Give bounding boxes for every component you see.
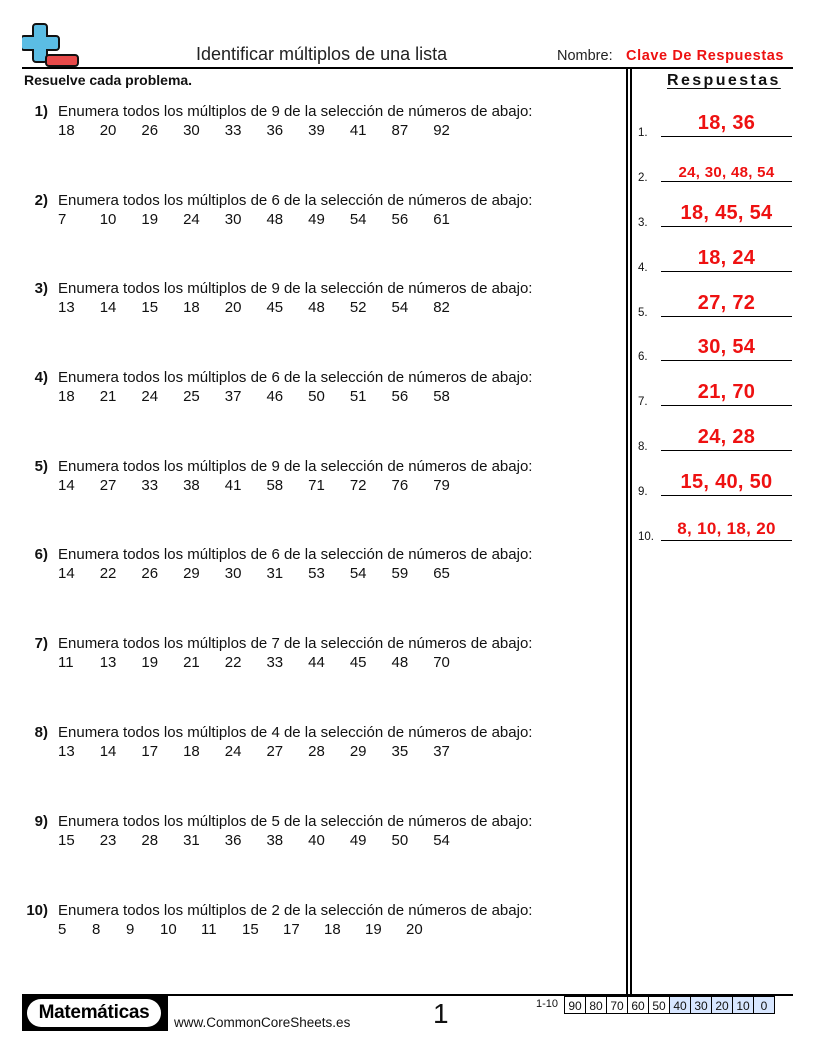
number: 9	[126, 921, 135, 938]
answer-index: 8.	[638, 441, 648, 453]
number: 37	[224, 388, 242, 405]
number: 7	[58, 211, 67, 228]
problem-question: Enumera todos los múltiplos de 6 de la selección de números de abajo:	[58, 546, 533, 563]
number: 48	[391, 654, 409, 671]
number: 18	[183, 743, 200, 760]
number: 14	[99, 299, 117, 316]
number: 54	[349, 211, 367, 228]
problem-question: Enumera todos los múltiplos de 5 de la selección de números de abajo:	[58, 813, 533, 830]
problem-number: 5)	[34, 458, 48, 475]
answer-value: 8, 10, 18, 20	[677, 519, 776, 538]
number: 18	[324, 921, 341, 938]
answer-row-5	[636, 279, 796, 319]
score-cell: 10	[733, 996, 754, 1014]
problem-10	[0, 902, 610, 962]
number: 25	[183, 388, 200, 405]
answer-value: 30, 54	[697, 336, 756, 358]
number: 24	[141, 388, 159, 405]
problem-8	[0, 724, 610, 784]
score-cell: 70	[607, 996, 628, 1014]
answer-line	[661, 271, 792, 273]
number: 5	[58, 921, 67, 938]
number: 14	[58, 477, 75, 494]
number: 26	[141, 565, 159, 582]
number: 87	[391, 122, 409, 139]
number: 30	[224, 211, 242, 228]
problem-question: Enumera todos los múltiplos de 2 de la selección de números de abajo:	[58, 902, 533, 919]
answer-row-1	[636, 99, 796, 139]
number: 52	[349, 299, 367, 316]
number: 53	[308, 565, 325, 582]
number: 54	[349, 565, 367, 582]
problem-4	[0, 369, 610, 429]
answer-value: 18, 24	[697, 247, 756, 269]
score-cell: 40	[670, 996, 691, 1014]
number: 24	[224, 743, 242, 760]
number: 41	[224, 477, 242, 494]
number: 71	[308, 477, 325, 494]
problem-question: Enumera todos los múltiplos de 4 de la selección de números de abajo:	[58, 724, 533, 741]
answer-line	[661, 316, 792, 318]
number: 49	[349, 832, 367, 849]
number: 14	[99, 743, 117, 760]
answer-index: 3.	[638, 217, 648, 229]
score-table	[564, 996, 775, 1014]
number: 27	[99, 477, 117, 494]
problem-3	[0, 280, 610, 340]
problem-question: Enumera todos los múltiplos de 7 de la selección de números de abajo:	[58, 635, 533, 652]
brand-label: Matemáticas	[27, 999, 161, 1027]
problem-question: Enumera todos los múltiplos de 9 de la selección de números de abajo:	[58, 458, 533, 475]
number: 51	[349, 388, 367, 405]
number: 20	[224, 299, 242, 316]
answers-title: Respuestas	[667, 72, 781, 89]
problem-number: 6)	[34, 546, 48, 563]
number-list	[58, 654, 475, 671]
number: 37	[433, 743, 450, 760]
number: 39	[308, 122, 325, 139]
number-list	[58, 122, 475, 139]
number: 38	[266, 832, 284, 849]
answer-value: 24, 30, 48, 54	[678, 164, 775, 181]
number: 19	[365, 921, 382, 938]
answer-index: 9.	[638, 486, 648, 498]
plus-minus-logo-icon	[22, 22, 80, 68]
number: 18	[183, 299, 200, 316]
instructions: Resuelve cada problema.	[24, 72, 193, 88]
number-list	[58, 388, 475, 405]
number: 18	[58, 388, 75, 405]
answer-index: 7.	[638, 396, 648, 408]
number: 33	[141, 477, 159, 494]
answer-row-2	[636, 144, 796, 184]
number: 21	[183, 654, 200, 671]
score-cell: 90	[565, 996, 586, 1014]
number: 18	[58, 122, 75, 139]
number: 15	[141, 299, 159, 316]
score-cell: 60	[628, 996, 649, 1014]
number: 8	[92, 921, 101, 938]
answer-line	[661, 360, 792, 362]
number-list	[58, 832, 475, 849]
number: 54	[433, 832, 450, 849]
number: 56	[391, 211, 409, 228]
number: 35	[391, 743, 409, 760]
number-list	[58, 565, 475, 582]
number: 70	[433, 654, 450, 671]
number: 76	[391, 477, 409, 494]
number: 41	[349, 122, 367, 139]
answer-index: 10.	[638, 531, 654, 543]
answer-row-8	[636, 413, 796, 453]
number: 33	[224, 122, 242, 139]
answer-value: 18, 45, 54	[680, 202, 773, 224]
answer-value: 24, 28	[697, 426, 756, 448]
answer-value: 18, 36	[697, 112, 756, 134]
number: 28	[141, 832, 159, 849]
number: 40	[308, 832, 325, 849]
number: 24	[183, 211, 200, 228]
number: 21	[99, 388, 117, 405]
number: 15	[58, 832, 75, 849]
number: 10	[160, 921, 177, 938]
score-cell: 30	[691, 996, 712, 1014]
answer-index: 1.	[638, 127, 648, 139]
number: 22	[224, 654, 242, 671]
number: 50	[308, 388, 325, 405]
column-divider	[630, 68, 632, 995]
number: 30	[183, 122, 200, 139]
number: 31	[266, 565, 284, 582]
problem-2	[0, 192, 610, 252]
number: 20	[99, 122, 117, 139]
number: 48	[266, 211, 284, 228]
name-label: Nombre:	[557, 48, 613, 64]
problem-6	[0, 546, 610, 606]
answer-row-9	[636, 458, 796, 498]
answer-line	[661, 136, 792, 138]
problem-number: 1)	[34, 103, 48, 120]
number: 13	[58, 299, 75, 316]
answer-row-10	[636, 503, 796, 543]
answer-line	[661, 450, 792, 452]
number: 26	[141, 122, 159, 139]
number: 33	[266, 654, 284, 671]
score-cell: 20	[712, 996, 733, 1014]
number: 29	[349, 743, 367, 760]
number: 22	[99, 565, 117, 582]
number: 17	[141, 743, 159, 760]
problem-number: 7)	[34, 635, 48, 652]
problem-number: 9)	[34, 813, 48, 830]
number: 15	[242, 921, 259, 938]
page-number: 1	[433, 998, 449, 1029]
number-list	[58, 211, 475, 228]
answer-value: 21, 70	[697, 381, 756, 403]
number: 79	[433, 477, 450, 494]
name-value: Clave De Respuestas	[626, 48, 785, 64]
number: 56	[391, 388, 409, 405]
score-cell: 80	[586, 996, 607, 1014]
number: 45	[266, 299, 284, 316]
number: 54	[391, 299, 409, 316]
number-list	[58, 743, 475, 760]
answer-row-3	[636, 189, 796, 229]
answer-index: 5.	[638, 307, 648, 319]
number: 30	[224, 565, 242, 582]
score-cell: 50	[649, 996, 670, 1014]
problem-question: Enumera todos los múltiplos de 6 de la selección de números de abajo:	[58, 369, 533, 386]
problem-1	[0, 103, 610, 163]
problem-number: 2)	[34, 192, 48, 209]
number-list	[58, 299, 475, 316]
score-cell: 0	[754, 996, 775, 1014]
number: 50	[391, 832, 409, 849]
number-list	[58, 477, 475, 494]
column-divider	[626, 68, 628, 995]
problem-number: 3)	[34, 280, 48, 297]
number: 14	[58, 565, 75, 582]
number: 38	[183, 477, 200, 494]
number: 11	[58, 654, 74, 671]
answer-row-4	[636, 234, 796, 274]
number: 20	[406, 921, 423, 938]
number: 28	[308, 743, 325, 760]
answer-line	[661, 226, 792, 228]
number: 29	[183, 565, 200, 582]
number: 46	[266, 388, 284, 405]
number: 61	[433, 211, 450, 228]
number: 19	[141, 211, 159, 228]
answer-index: 4.	[638, 262, 648, 274]
answer-index: 6.	[638, 351, 648, 363]
number: 19	[141, 654, 159, 671]
number: 92	[433, 122, 450, 139]
answer-value: 27, 72	[697, 292, 756, 314]
number: 44	[308, 654, 325, 671]
number: 11	[201, 921, 217, 938]
number: 31	[183, 832, 200, 849]
number: 58	[433, 388, 450, 405]
answer-line	[661, 181, 792, 183]
number: 10	[99, 211, 117, 228]
problem-question: Enumera todos los múltiplos de 9 de la selección de números de abajo:	[58, 280, 533, 297]
problem-7	[0, 635, 610, 695]
score-range-label: 1-10	[536, 998, 559, 1010]
problem-number: 8)	[34, 724, 48, 741]
worksheet-title: Identificar múltiplos de una lista	[196, 44, 448, 64]
problem-question: Enumera todos los múltiplos de 6 de la selección de números de abajo:	[58, 192, 533, 209]
problem-5	[0, 458, 610, 518]
number: 36	[224, 832, 242, 849]
number: 17	[283, 921, 300, 938]
answer-row-6	[636, 323, 796, 363]
problem-number: 10)	[26, 902, 48, 919]
number: 36	[266, 122, 284, 139]
answer-value: 15, 40, 50	[680, 471, 773, 493]
number: 23	[99, 832, 117, 849]
number-list	[58, 921, 447, 938]
number: 59	[391, 565, 409, 582]
number: 49	[308, 211, 325, 228]
answer-row-7	[636, 368, 796, 408]
number: 82	[433, 299, 450, 316]
number: 27	[266, 743, 284, 760]
number: 13	[99, 654, 117, 671]
problem-question: Enumera todos los múltiplos de 9 de la selección de números de abajo:	[58, 103, 533, 120]
problem-number: 4)	[34, 369, 48, 386]
number: 72	[349, 477, 367, 494]
number: 45	[349, 654, 367, 671]
number: 13	[58, 743, 75, 760]
website-link[interactable]: www.CommonCoreSheets.es	[174, 1015, 351, 1030]
problem-9	[0, 813, 610, 873]
number: 65	[433, 565, 450, 582]
answer-line	[661, 405, 792, 407]
answer-line	[661, 540, 792, 542]
answer-line	[661, 495, 792, 497]
number: 48	[308, 299, 325, 316]
answer-index: 2.	[638, 172, 648, 184]
header-divider	[22, 67, 793, 69]
number: 58	[266, 477, 284, 494]
